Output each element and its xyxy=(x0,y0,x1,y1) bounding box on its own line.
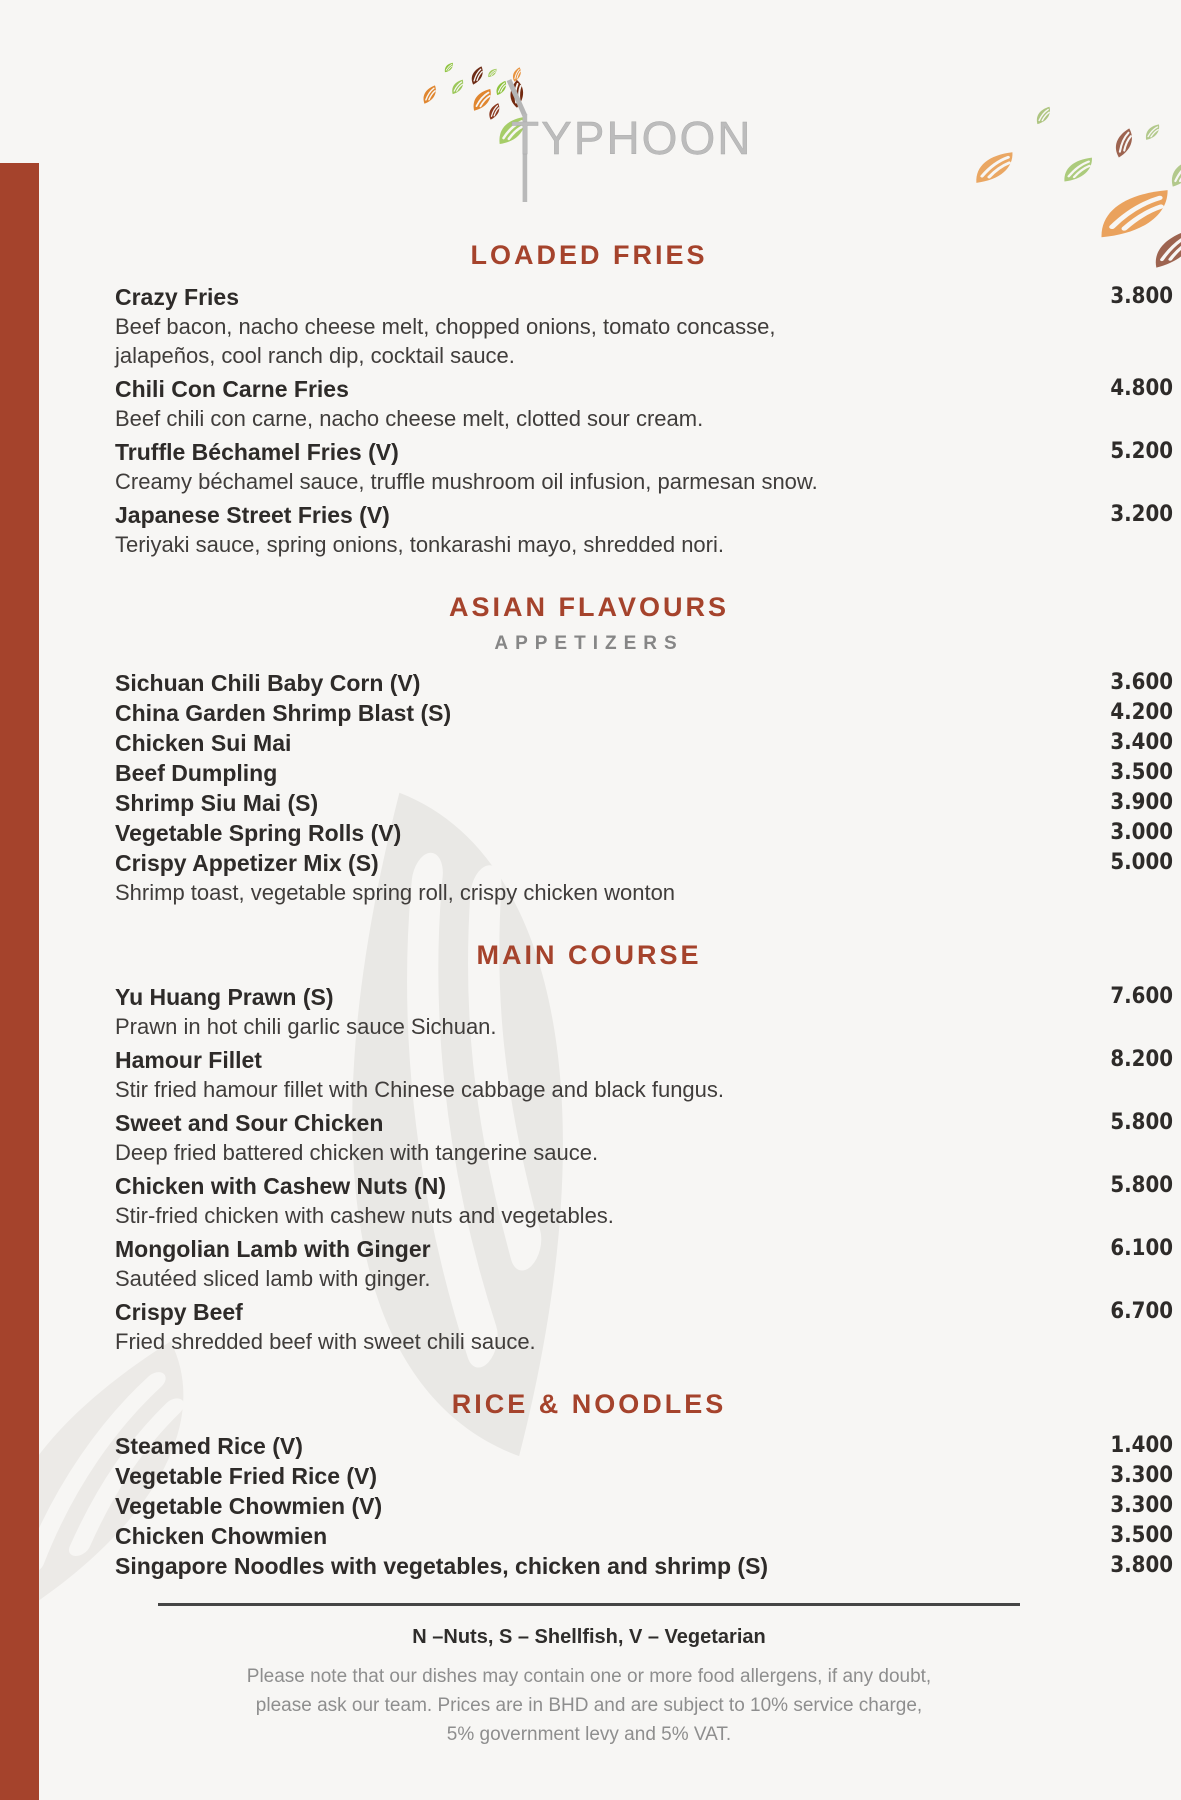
menu-section-loaded-fries xyxy=(115,240,1173,559)
menu-item xyxy=(115,819,1173,848)
item-name: Chicken Chowmien xyxy=(115,1523,328,1549)
typhoon-logo xyxy=(401,52,781,222)
item-name: Mongolian Lamb with Ginger xyxy=(115,1236,431,1262)
menu-item xyxy=(115,1462,1173,1491)
menu-content xyxy=(115,240,1173,1749)
menu-item xyxy=(115,1046,1173,1104)
item-name: Truffle Béchamel Fries (V) xyxy=(115,439,399,465)
item-price: 8.200 xyxy=(1110,1047,1173,1072)
item-name: Sichuan Chili Baby Corn (V) xyxy=(115,670,421,696)
menu-item xyxy=(115,1492,1173,1521)
item-description: Fried shredded beef with sweet chili sauce. xyxy=(115,1329,536,1354)
item-description: Stir fried hamour fillet with Chinese cabbage and black fungus. xyxy=(115,1077,725,1102)
item-name: Crispy Beef xyxy=(115,1299,243,1325)
section-title: ASIAN FLAVOURS xyxy=(448,592,729,622)
item-name: Japanese Street Fries (V) xyxy=(115,502,390,528)
item-name: Shrimp Siu Mai (S) xyxy=(115,790,319,816)
item-name: Crispy Appetizer Mix (S) xyxy=(115,850,379,876)
item-price: 3.900 xyxy=(1110,790,1173,815)
typhoon-leaf-swirl-logo xyxy=(401,52,781,222)
footer-note-line: Please note that our dishes may contain one or more food allergens, if any doubt, xyxy=(246,1666,932,1687)
menu-item xyxy=(115,375,1173,433)
item-price: 3.800 xyxy=(1110,284,1173,309)
item-name: Crazy Fries xyxy=(115,284,240,310)
item-price: 6.700 xyxy=(1110,1299,1173,1324)
menu-sections xyxy=(115,240,1173,1581)
item-price: 3.500 xyxy=(1110,760,1173,785)
menu-item xyxy=(115,983,1173,1041)
menu-item xyxy=(115,759,1173,788)
item-price: 3.400 xyxy=(1110,730,1173,755)
item-price: 4.800 xyxy=(1110,376,1173,401)
item-name: Vegetable Fried Rice (V) xyxy=(115,1463,378,1489)
section-title: LOADED FRIES xyxy=(470,240,708,270)
menu-item xyxy=(115,1172,1173,1230)
menu-item xyxy=(115,1109,1173,1167)
menu-section-asian-flavours-appetizers xyxy=(115,592,1173,907)
menu-section-main-course xyxy=(115,940,1173,1356)
menu-item xyxy=(115,1522,1173,1551)
item-name: Steamed Rice (V) xyxy=(115,1433,303,1459)
item-price: 3.500 xyxy=(1110,1523,1173,1548)
footer-note-line: 5% government levy and 5% VAT. xyxy=(446,1724,732,1745)
item-name: Singapore Noodles with vegetables, chicken and shrimp (S) xyxy=(115,1553,769,1579)
item-price: 5.000 xyxy=(1110,850,1173,875)
item-price: 3.600 xyxy=(1110,670,1173,695)
item-name: Hamour Fillet xyxy=(115,1047,262,1073)
section-subtitle: APPETIZERS xyxy=(494,633,684,654)
item-price: 3.300 xyxy=(1110,1463,1173,1488)
item-price: 6.100 xyxy=(1110,1236,1173,1261)
menu-item xyxy=(115,849,1173,907)
item-description: Teriyaki sauce, spring onions, tonkarashi mayo, shredded nori. xyxy=(115,532,724,557)
section-title: RICE & NOODLES xyxy=(451,1389,727,1419)
footer-note xyxy=(115,1662,1063,1749)
item-description: Prawn in hot chili garlic sauce Sichuan. xyxy=(115,1014,497,1039)
footer-note-line: please ask our team. Prices are in BHD and are subject to 10% service charge, xyxy=(255,1695,923,1716)
menu-item xyxy=(115,283,1173,370)
menu-section-rice-noodles xyxy=(115,1389,1173,1581)
left-accent-bar xyxy=(0,163,39,1800)
menu-item xyxy=(115,699,1173,728)
menu-item xyxy=(115,729,1173,758)
item-description: Creamy béchamel sauce, truffle mushroom oil infusion, parmesan snow. xyxy=(115,469,818,494)
item-name: Chicken with Cashew Nuts (N) xyxy=(115,1173,446,1199)
item-price: 7.600 xyxy=(1110,984,1173,1009)
item-name: Chili Con Carne Fries xyxy=(115,376,349,402)
item-name: Vegetable Chowmien (V) xyxy=(115,1493,383,1519)
item-name: Beef Dumpling xyxy=(115,760,278,786)
menu-item xyxy=(115,669,1173,698)
menu-item xyxy=(115,501,1173,559)
item-name: China Garden Shrimp Blast (S) xyxy=(115,700,452,726)
item-description: Deep fried battered chicken with tangerine sauce. xyxy=(115,1140,599,1165)
item-price: 3.300 xyxy=(1110,1493,1173,1518)
item-price: 3.200 xyxy=(1110,502,1173,527)
menu-item xyxy=(115,438,1173,496)
menu-footer xyxy=(115,1603,1063,1749)
allergen-legend: N –Nuts, S – Shellfish, V – Vegetarian xyxy=(412,1626,766,1648)
item-description: Beef chili con carne, nacho cheese melt, clotted sour cream. xyxy=(115,406,704,431)
menu-item xyxy=(115,1552,1173,1581)
item-price: 4.200 xyxy=(1110,700,1173,725)
section-title: MAIN COURSE xyxy=(476,940,702,970)
menu-item xyxy=(115,789,1173,818)
item-name: Vegetable Spring Rolls (V) xyxy=(115,820,402,846)
item-name: Sweet and Sour Chicken xyxy=(115,1110,384,1136)
item-description: Shrimp toast, vegetable spring roll, crispy chicken wonton xyxy=(115,880,676,905)
brand-name: TYPHOON xyxy=(510,112,752,164)
item-description: Stir-fried chicken with cashew nuts and vegetables. xyxy=(115,1203,614,1228)
item-price: 3.000 xyxy=(1110,820,1173,845)
item-price: 1.400 xyxy=(1110,1433,1173,1458)
item-price: 5.800 xyxy=(1110,1110,1173,1135)
item-price: 3.800 xyxy=(1110,1553,1173,1578)
menu-item xyxy=(115,1432,1173,1461)
item-description: Sautéed sliced lamb with ginger. xyxy=(115,1266,431,1291)
item-price: 5.800 xyxy=(1110,1173,1173,1198)
menu-item xyxy=(115,1298,1173,1356)
item-name: Chicken Sui Mai xyxy=(115,730,292,756)
menu-item xyxy=(115,1235,1173,1293)
item-price: 5.200 xyxy=(1110,439,1173,464)
item-description: Beef bacon, nacho cheese melt, chopped onions, tomato concasse, jalapeños, cool ranch dip, cocktail sauce. xyxy=(115,314,776,368)
item-name: Yu Huang Prawn (S) xyxy=(115,984,334,1010)
footer-divider xyxy=(158,1603,1020,1606)
